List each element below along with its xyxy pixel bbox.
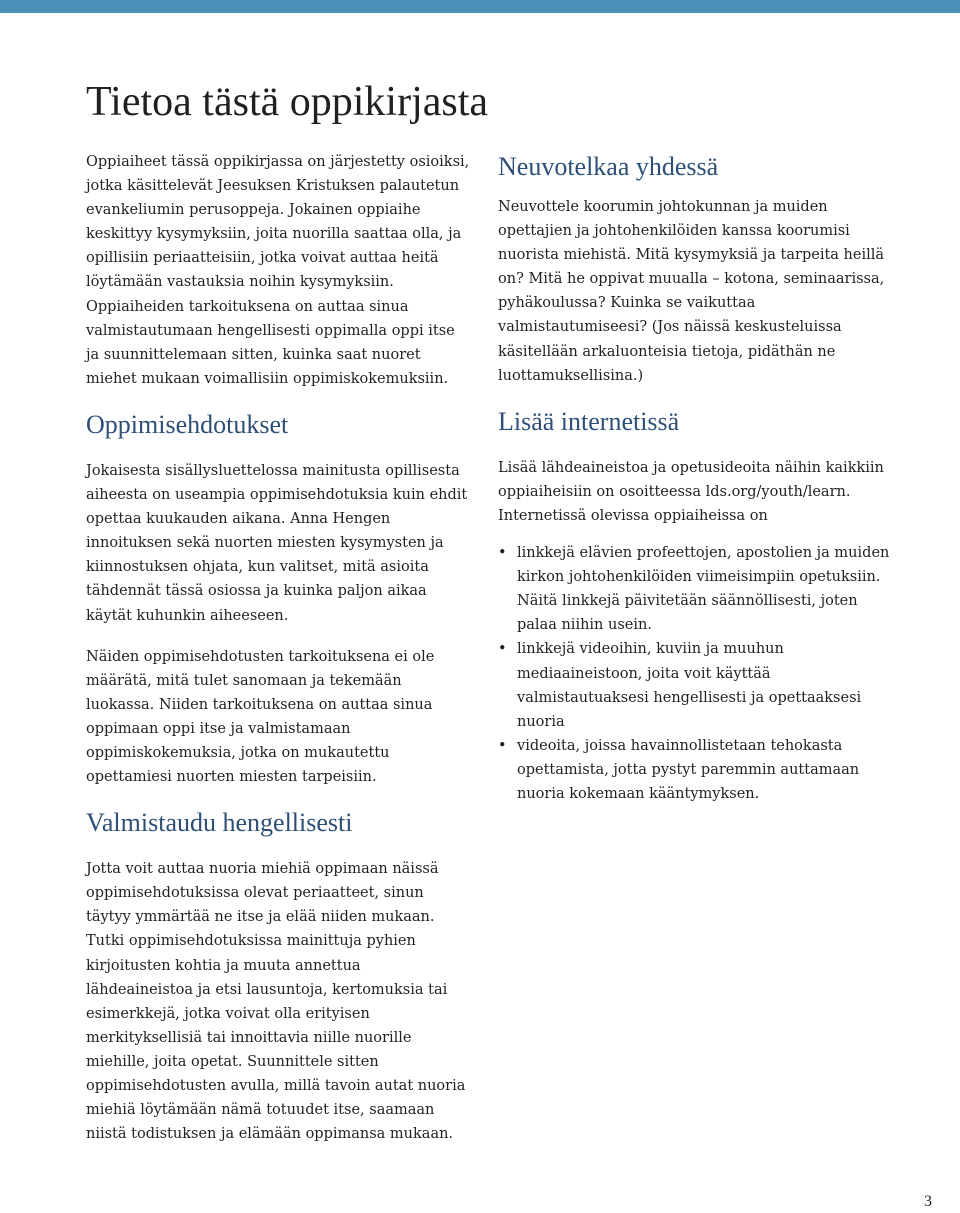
resource-list [498,541,898,806]
heading-oppimisehdotukset: Oppimisehdotukset [86,409,289,439]
heading-valmistaudu: Valmistaudu hengellisesti [86,808,353,838]
right-column [498,150,898,806]
list-item-text: linkkejä elävien profeettojen, apostolien ja muiden kirkon johtohenkilöiden viimeisimpiin opetuksiin. Näitä linkkejä päivitetään säännöllisesti, joten palaa niihin usein. [517,545,890,634]
list-item [498,637,898,733]
top-accent-bar [0,0,960,13]
oppimisehdotukset-paragraph-2: Näiden oppimisehdotusten tarkoituksena ei ole määrätä, mitä tulet sanomaan ja tekemään luokassa. Niiden tarkoituksena on auttaa sinua oppimaan oppi itse ja valmistamaan oppimiskokemuksia, jotka on mukautettu opettamiesi nuorten miesten tarpeisiin. [86,648,435,786]
heading-internetissa: Lisää internetissä [498,406,680,436]
internetissa-paragraph: Lisää lähdeaineistoa ja opetusideoita näihin kaikkiin oppiaiheisiin on osoitteessa lds.org/youth/learn. Internetissä olevissa oppiaiheissa on [498,459,884,524]
valmistaudu-paragraph: Jotta voit auttaa nuoria miehiä oppimaan näissä oppimisehdotuksissa olevat periaatteet, sinun täytyy ymmärtää ne itse ja elää niiden mukaan. Tutki oppimisehdotuksissa mainittuja pyhien kirjoitusten kohtia ja muuta annettua lähdeaineistoa ja etsi lausuntoja, kertomuksia tai esimerkkejä, jotka voivat olla erityisen merkityksellisiä tai innoittavia niille nuorille miehille, joita opetat. Suunnittele sitten oppimisehdotusten avulla, millä tavoin autat nuoria miehiä löytämään nämä totuudet itse, saamaan niistä todistuksen ja elämään oppimansa mukaan. [86,861,466,1143]
list-item [498,734,898,806]
bullet-icon: • [498,545,507,562]
list-item-text: videoita, joissa havainnollistetaan tehokasta opettamista, jotta pystyt paremmin auttamaan nuoria kokemaan kääntymyksen. [517,737,860,802]
bullet-icon: • [498,737,507,754]
heading-neuvotelkaa: Neuvotelkaa yhdessä [498,152,719,181]
bullet-icon: • [498,641,507,658]
list-item [498,541,898,637]
left-column [86,150,472,1146]
intro-paragraph: Oppiaiheet tässä oppikirjassa on järjestetty osioiksi, jotka käsittelevät Jeesuksen Kristuksen palautetun evankeliumin perusoppeja. Jokainen oppiaihe keskittyy kysymyksiin, joita nuorilla saattaa olla, ja opillisiin periaatteisiin, jotka voivat auttaa heitä löytämään vastauksia noihin kysymyksiin. Oppiaiheiden tarkoituksena on auttaa sinua valmistautumaan hengellisesti oppimalla oppi itse ja suunnittelemaan sitten, kuinka saat nuoret miehet mukaan voimallisiin oppimiskokemuksiin. [86,154,470,387]
neuvotelkaa-paragraph: Neuvottele koorumin johtokunnan ja muiden opettajien ja johtohenkilöiden kanssa koorumisi nuorista miehistä. Mitä kysymyksiä ja tarpeita heillä on? Mitä he oppivat muualla – kotona, seminaarissa, pyhäkoulussa? Kuinka se vaikuttaa valmistautumiseesi? (Jos näissä keskusteluissa käsitellään arkaluonteisia tietoja, pidäthän ne luottamuksellisina.) [498,199,885,384]
page-number: 3 [924,1193,932,1210]
list-item-text: linkkejä videoihin, kuviin ja muuhun mediaaineistoon, joita voit käyttää valmistautuaksesi hengellisesti ja opettaaksesi nuoria [517,641,862,730]
oppimisehdotukset-paragraph-1: Jokaisesta sisällysluettelossa mainitusta opillisesta aiheesta on useampia oppimisehdotuksia kuin ehdit opettaa kuukauden aikana. Anna Hengen innoituksen sekä nuorten miesten kysymysten ja kiinnostuksen ohjata, kun valitset, mitä asioita tähdennät tässä osiossa ja kuinka paljon aikaa käytät kuhunkin aiheeseen. [86,462,468,624]
page-title: Tietoa tästä oppikirjasta [86,79,489,125]
